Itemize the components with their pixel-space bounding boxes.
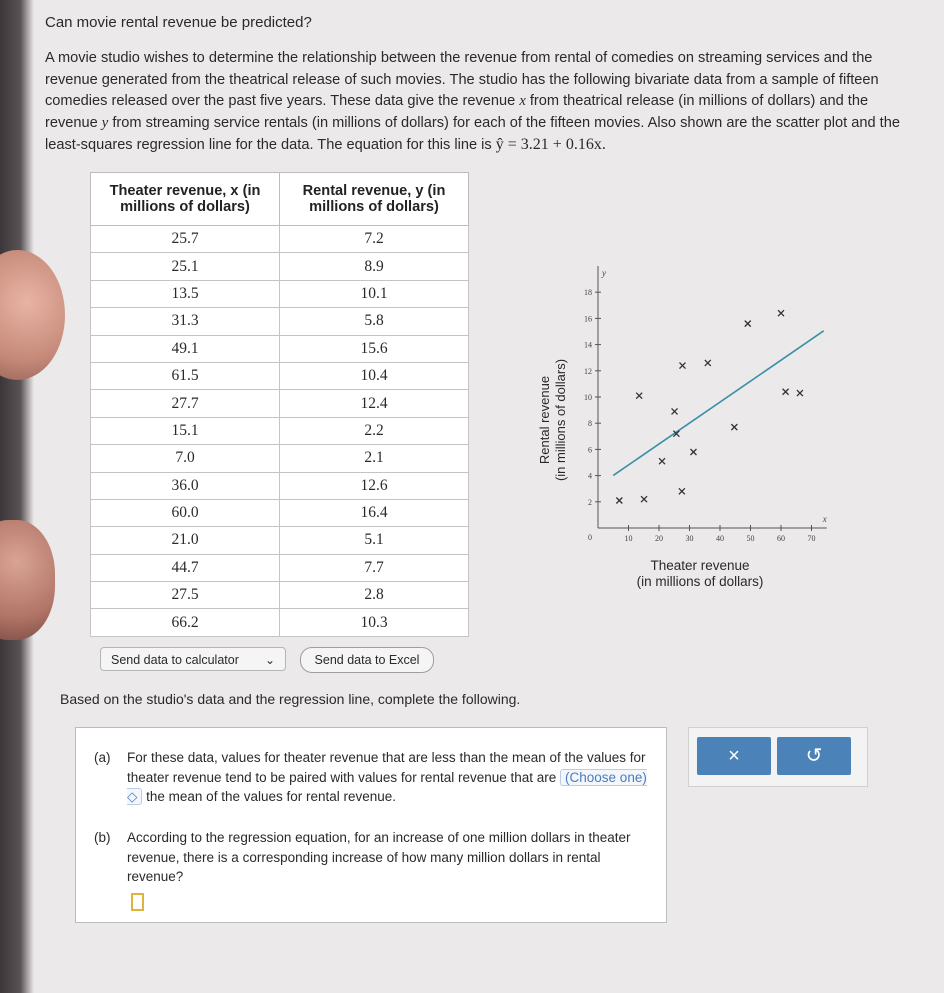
cell-theater-revenue: 66.2 — [91, 609, 280, 636]
y-tick-label: 18 — [584, 288, 592, 298]
intro-text-2: from theatrical release (in millions of dollars) and the revenue — [45, 93, 869, 131]
cell-theater-revenue: 27.7 — [91, 390, 280, 417]
data-point — [705, 360, 711, 366]
table-body — [91, 226, 469, 637]
table-row — [91, 390, 469, 417]
chevron-down-icon: ⌄ — [264, 653, 275, 667]
page-title: Can movie rental revenue be predicted? — [45, 14, 312, 31]
data-point — [745, 321, 751, 327]
table-row — [91, 280, 469, 307]
x-tick-label: 70 — [807, 534, 816, 543]
x-tick-label: 20 — [655, 534, 663, 543]
table-row — [91, 554, 469, 581]
data-point — [672, 408, 678, 414]
xlabel-line1: Theater revenue — [650, 558, 750, 573]
data-point — [679, 363, 685, 369]
x-tick-label: 50 — [746, 534, 755, 543]
x-tick-label: 30 — [685, 534, 694, 543]
y-tick-label: 16 — [584, 314, 592, 324]
cell-theater-revenue: 36.0 — [91, 472, 280, 499]
cell-theater-revenue: 25.7 — [91, 226, 280, 253]
x-tick-label: 60 — [777, 534, 785, 543]
cell-theater-revenue: 25.1 — [91, 253, 280, 280]
data-point — [797, 390, 803, 396]
part-a-text — [127, 748, 654, 807]
table-row — [91, 362, 469, 389]
data-point — [616, 497, 622, 503]
regression-equation: ŷ = 3.21 + 0.16x. — [495, 136, 606, 153]
y-axis-symbol: y — [602, 268, 606, 278]
y-tick-label: 6 — [588, 445, 592, 455]
regression-line — [613, 331, 823, 476]
cell-rental-revenue: 8.9 — [280, 253, 469, 280]
data-point — [679, 488, 685, 494]
data-point — [731, 424, 737, 430]
cell-rental-revenue: 10.1 — [280, 280, 469, 307]
cell-theater-revenue: 21.0 — [91, 527, 280, 554]
table-header-row — [91, 173, 469, 226]
part-b-text: According to the regression equation, for an increase of one million dollars in theater revenue, there is a corresponding increase of how many million dollars in rental revenue? — [127, 830, 631, 884]
question-intro: Based on the studio's data and the regression line, complete the following. — [60, 691, 521, 707]
data-point — [636, 393, 642, 399]
part-a-text-2: the mean of the values for rental revenue. — [142, 789, 397, 804]
y-tick-label: 10 — [584, 393, 592, 402]
cell-rental-revenue: 2.8 — [280, 582, 469, 609]
clear-button[interactable]: × — [697, 737, 771, 775]
send-calc-label: Send data to calculator — [111, 653, 239, 667]
cell-theater-revenue: 7.0 — [91, 445, 280, 472]
table-row — [91, 472, 469, 499]
cell-theater-revenue: 44.7 — [91, 554, 280, 581]
problem-intro — [45, 48, 905, 157]
cell-theater-revenue: 61.5 — [91, 362, 280, 389]
xlabel-line2: (in millions of dollars) — [636, 574, 764, 589]
table-row — [91, 527, 469, 554]
y-tick-label: 14 — [584, 340, 592, 350]
origin-label: 0 — [588, 533, 592, 542]
table-row — [91, 499, 469, 526]
data-point — [641, 496, 647, 502]
scatter-plot — [560, 260, 890, 560]
data-point — [690, 449, 696, 455]
cell-theater-revenue: 27.5 — [91, 582, 280, 609]
cell-rental-revenue: 7.7 — [280, 554, 469, 581]
ylabel-line2: (in millions of dollars) — [553, 358, 568, 482]
table-row — [91, 445, 469, 472]
data-point — [783, 389, 789, 395]
part-a-label: (a) — [94, 750, 111, 765]
finger-overlay — [0, 250, 65, 380]
cell-theater-revenue: 15.1 — [91, 417, 280, 444]
table-row — [91, 335, 469, 362]
cell-rental-revenue: 5.1 — [280, 527, 469, 554]
table-row — [91, 417, 469, 444]
cell-theater-revenue: 60.0 — [91, 499, 280, 526]
y-tick-label: 4 — [588, 471, 592, 481]
choose-one-dropdown[interactable]: (Choose one) ◇ — [127, 769, 647, 804]
cell-rental-revenue: 5.8 — [280, 308, 469, 335]
cell-theater-revenue: 13.5 — [91, 280, 280, 307]
x-tick-label: 40 — [716, 534, 724, 543]
col-header-theater: Theater revenue, x (in millions of dollars) — [91, 173, 280, 226]
col-header-rental: Rental revenue, y (in millions of dollars) — [280, 173, 469, 226]
x-axis-symbol: x — [822, 514, 827, 524]
x-tick-label: 10 — [624, 534, 633, 543]
cell-rental-revenue: 12.4 — [280, 390, 469, 417]
data-point — [659, 458, 665, 464]
undo-button[interactable]: ↺ — [777, 737, 851, 775]
cell-rental-revenue: 7.2 — [280, 226, 469, 253]
table-row — [91, 253, 469, 280]
cell-rental-revenue: 2.1 — [280, 445, 469, 472]
cell-rental-revenue: 10.3 — [280, 609, 469, 636]
chart-x-axis-label — [620, 558, 780, 590]
table-row — [91, 582, 469, 609]
data-table — [90, 172, 469, 637]
intro-text-3: from streaming service rentals (in millions of dollars) for each of the fifteen movies. Also shown are the scatter plot and the least-squares regression line for the data. The equation for this line is — [45, 114, 900, 153]
part-a-text-1: For these data, values for theater revenue that are less than the mean of the values for theater revenue tend to be paired with values for rental revenue that are — [127, 750, 646, 785]
table-row — [91, 226, 469, 253]
cell-theater-revenue: 49.1 — [91, 335, 280, 362]
part-b-label: (b) — [94, 830, 111, 845]
cell-rental-revenue: 15.6 — [280, 335, 469, 362]
question-box — [75, 727, 667, 923]
cell-rental-revenue: 2.2 — [280, 417, 469, 444]
cell-rental-revenue: 12.6 — [280, 472, 469, 499]
cell-theater-revenue: 31.3 — [91, 308, 280, 335]
ylabel-line1: Rental revenue — [537, 375, 552, 465]
part-b — [94, 828, 654, 887]
part-a — [94, 748, 654, 807]
y-tick-label: 8 — [588, 419, 592, 429]
var-x: x — [519, 93, 526, 109]
data-point — [778, 310, 784, 316]
intro-text-1: A movie studio wishes to determine the relationship between the revenue from rental of comedies on streaming services and the revenue generated from the theatrical release of such movies. The studio has the following bivariate data from a sample of fifteen comedies released over the past five years. These data give the revenue — [45, 50, 879, 109]
y-tick-label: 2 — [588, 497, 592, 507]
answer-input-b[interactable] — [131, 893, 144, 911]
send-to-calculator-button[interactable] — [100, 647, 286, 671]
finger-overlay-lower — [0, 520, 55, 640]
cell-rental-revenue: 10.4 — [280, 362, 469, 389]
y-tick-label: 12 — [584, 366, 592, 376]
var-y: y — [101, 114, 109, 131]
left-edge-shadow — [0, 0, 34, 993]
table-row — [91, 308, 469, 335]
send-to-excel-button[interactable]: Send data to Excel — [300, 647, 434, 673]
table-row — [91, 609, 469, 636]
cell-rental-revenue: 16.4 — [280, 499, 469, 526]
